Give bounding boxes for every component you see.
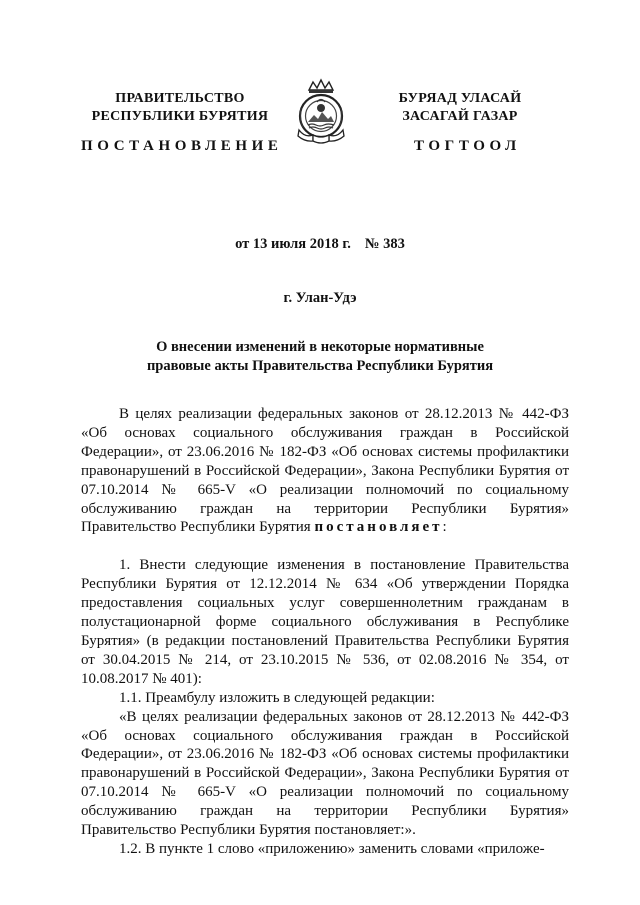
coat-of-arms-icon (295, 78, 347, 148)
quoted-preamble: «В целях реализации федеральных законов от 28.12.2013 № 442-ФЗ «Об основах социального обслуживания граждан в Российской Федерации», от 23.06.2016 № 182-ФЗ «Об основах системы профилактики правонарушений в Российской Федерации», Закона Республики Бурятия от 07.10.2014 № 665-V «О реализации полномочий по социальному обслуживанию граждан на территории Республики Бурятия» Правительство Республики Бурятия постановляет:». (81, 708, 569, 839)
preamble-text: В целях реализации федеральных законов от 28.12.2013 № 442-ФЗ «Об основах социального обслуживания граждан в Российской Федерации», от 23.06.2016 № 182-ФЗ «Об основах системы профилактики правонарушений в Российской Федерации», Закона Республики Бурятия от 07.10.2014 № 665-V «О реализации полномочий по социальному обслуживанию граждан на территории Республики Бурятия» Правительство Республики Бурятия (81, 406, 569, 536)
item-1-2: 1.2. В пункте 1 слово «приложению» заменить словами «приложе- (119, 840, 545, 857)
doc-type-ru: ПОСТАНОВЛЕНИЕ (81, 138, 283, 154)
issuer-bua (360, 90, 560, 126)
decree-suffix: : (442, 519, 447, 536)
issuer-bua-line2: ЗАСАГАЙ ГАЗАР (402, 109, 518, 124)
doc-date: от 13 июля 2018 г. (235, 236, 351, 252)
doc-title-line1: О внесении изменений в некоторые нормативные (156, 339, 484, 355)
doc-type-bua: ТОГТООЛ (414, 138, 521, 154)
issuer-ru (80, 90, 280, 126)
issuer-ru-line1: ПРАВИТЕЛЬСТВО (115, 91, 245, 106)
preamble-paragraph (81, 405, 569, 537)
doc-body (81, 405, 569, 859)
item-1-1: 1.1. Преамбулу изложить в следующей редакции: (119, 689, 435, 706)
date-number-line (0, 236, 640, 253)
doc-number: № 383 (364, 236, 405, 252)
decree-word: постановляет (314, 519, 443, 536)
doc-city: г. Улан-Удэ (283, 290, 357, 306)
issuer-ru-line2: РЕСПУБЛИКИ БУРЯТИЯ (91, 109, 269, 124)
doc-title-line2: правовые акты Правительства Республики Бурятия (146, 358, 494, 374)
item-1: 1. Внести следующие изменения в постановление Правительства Республики Бурятия от 12.12.2014 № 634 «Об утверждении Порядка предоставления социальных услуг совершеннолетним гражданам в полустационарной форме социального обслуживания в Республике Бурятия» (в редакции постановлений Правительства Республики Бурятия от 30.04.2015 № 214, от 23.10.2015 № 536, от 02.08.2016 № 354, от 10.08.2017 № 401): (81, 557, 569, 687)
issuer-bua-line1: БУРЯАД УЛАСАЙ (398, 91, 522, 106)
doc-title (120, 338, 520, 376)
